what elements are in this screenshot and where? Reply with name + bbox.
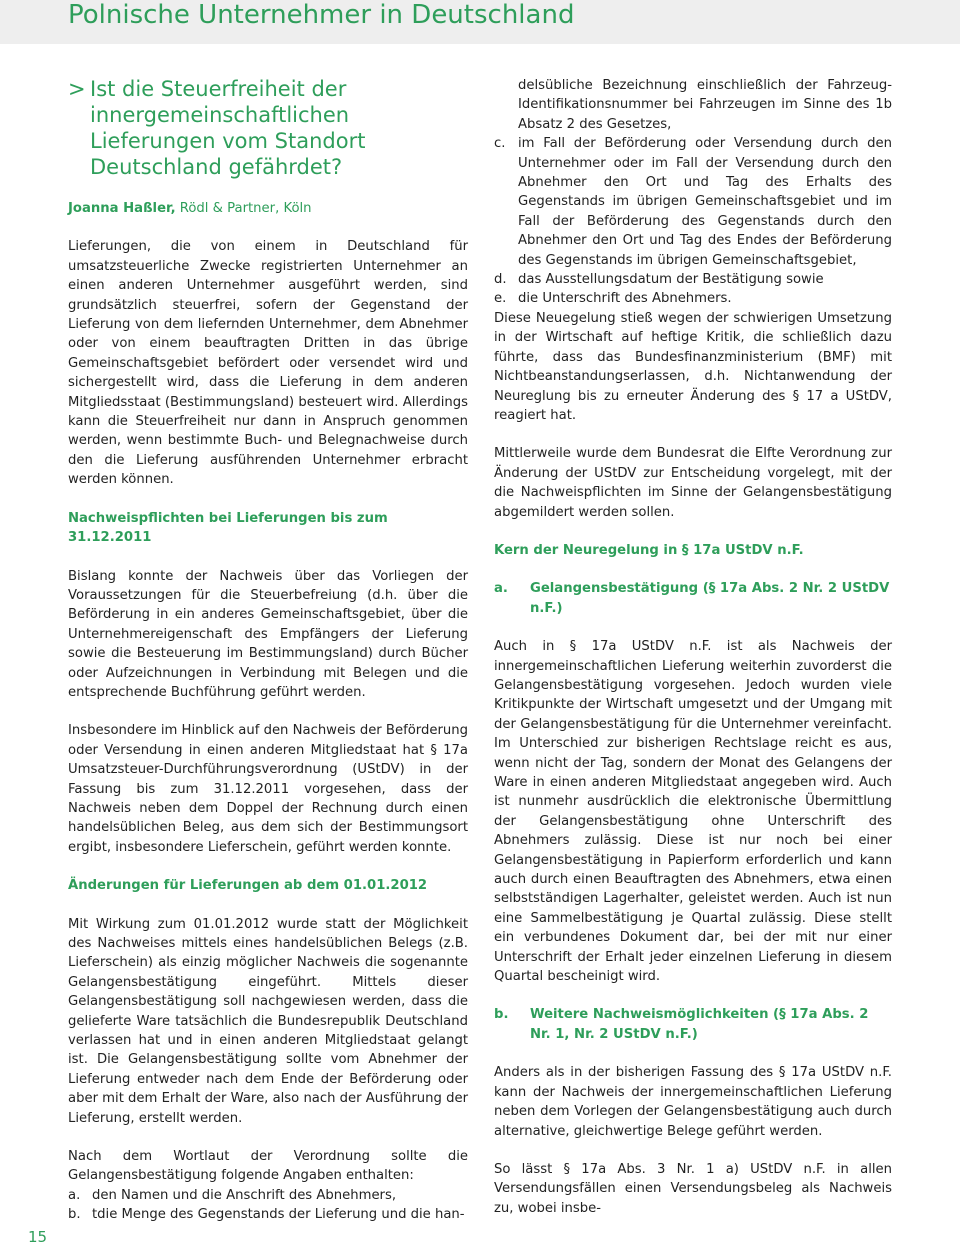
page-header (0, 0, 960, 44)
list-item-a (68, 1186, 468, 1205)
intro-paragraph: Lieferungen, die von einem in Deutschland für umsatzsteuerliche Zwecke registrierten Unternehmer an einen anderen Unternehmer ausgeführt werden, sind grundsätzlich steuerfrei, sofern der Gegenstand der Lieferung von dem liefernden Unternehmer, dem Abnehmer oder von einem beauftragten Dritten in das übrige Gemeinschaftsgebiet befördert oder versendet wird und sichergestellt wird, dass die Lieferung in dem anderen Mitgliedsstaat (Bestimmungsland) besteuert wird. Allerdings kann die Steuerfreiheit nur dann in Anspruch genommen werden, wenn bestimmte Buch- und Belegnachweise durch den die Lieferung ausführenden Unternehmer erbracht werden können. (68, 239, 468, 488)
section2-paragraph-3: Diese Neuegelung stieß wegen der schwierigen Umsetzung in der Wirtschaft auf heftige Kritik, die schließlich dazu führte, dass das Bundesfinanzministerium (BMF) mit Nichtbeanstandungserlassen, d.h. Nichtanwendung der Neureglung bis zu erneuter Änderung des § 17 a UStDV, reagiert hat. (494, 310, 892, 423)
section1-paragraph-2: Insbesondere im Hinblick auf den Nachweis der Beförderung oder Versendung in einen anderen Mitgliedstaat hat § 17a Umsatzsteuer-Durchführungsverordnung (UStDV) in der Fassung bis zum 31.12.2011 vorgesehen, dass der Nachweis neben dem Doppel der Rechnung durch einen handelsüblichen Beleg, aus dem sich der Bestimmungsort ergibt, insbesondere Lieferschein, geführt werden konnte. (68, 723, 468, 855)
list-text: den Namen und die Anschrift des Abnehmers, (92, 1187, 397, 1203)
list-text: die Unterschrift des Abnehmers. (518, 291, 732, 307)
header-title: Polnische Unternehmer in Deutschland (68, 0, 575, 30)
subsection-text: Gelangensbestätigung (§ 17a Abs. 2 Nr. 2 UStDV n.F.) (530, 581, 890, 616)
section2-paragraph-4: Mittlerweile wurde dem Bundesrat die Elfte Verordnung zur Änderung der UStDV zur Entscheidung vorgelegt, mit der die Nachweispflichten im Sinne der Gelangensbestätigung abgemildert werden sollen. (494, 446, 892, 520)
list-item-c (494, 134, 892, 270)
subsection-label: b. (494, 1007, 509, 1023)
list-item-d (494, 270, 892, 289)
list-label: a. (68, 1187, 81, 1203)
section3-paragraph-2: Anders als in der bisherigen Fassung des § 17a UStDV n.F. kann der Nachweis der innergemeinschaftlichen Lieferung neben dem Vorlegen der Gelangensbestätigung auch durch alternative, gleichwertige Belege geführt werden. (494, 1065, 892, 1139)
article-title-text: Ist die Steuerfreiheit der innergemeinschaftlichen Lieferungen vom Standort Deutschland gefährdet? (90, 77, 366, 179)
list-item-b-continuation: delsübliche Bezeichnung einschließlich der Fahrzeug-Identifikationsnummer bei Fahrzeugen im Sinne des 1b Absatz 2 des Gesetzes, (518, 78, 892, 132)
subsection-label: a. (494, 581, 508, 597)
list-text: im Fall der Beförderung oder Versendung durch den Unternehmer oder im Fall der Versendung durch den Abnehmer den Ort und Tag des Erhalts des Gegenstands im übrigen Gemeinschaftsgebiet und im Fall der Beförderung des Gegenstands durch den Abnehmer den Ort und Tag des Endes der Beförderung des Gegenstands im übrigen Gemeinschaftsgebiet, (518, 136, 892, 268)
list-text: das Ausstellungsdatum der Bestätigung sowie (518, 272, 824, 288)
section3-paragraph-1: Auch in § 17a UStDV n.F. ist als Nachweis der innergemeinschaftlichen Lieferung weiterhin zuvorderst die Gelangensbestätigung vorgesehen. Jedoch wurden viele Kritikpunkte der Wirtschaft umgesetzt und der Umgang mit der Gelangensbestätigung für die Unternehmer vereinfacht. Im Unterschied zur bisherigen Rechtslage reicht es aus, wenn nicht der Tag, sondern der Monat des Gelangens der Ware in einen anderen Mitgliedstaat angegeben wird. Auch ist nunmehr ausdrücklich die elektronische Übermittlung der Gelangensbestätigung ohne Unterschrift des Abnehmers zulässig. Diese ist nur noch bei einer Gelangensbestätigung in Papierform erforderlich und kann auch durch einen Beauftragten des Abnehmers, etwa einen selbstständigen Lagerhalter, geleistet werden. Auch ist nun eine Sammelbestätigung je Quartal zulässig. Diese stellt ein verbundenes Dokument dar, bei der mit nur einer Unterschrift der Erhalt jeder einzelnen Lieferung in diesem Quartal bescheinigt wird. (494, 639, 892, 985)
subsection-heading-a (494, 579, 892, 618)
byline (68, 199, 468, 218)
list-item-e (494, 289, 892, 308)
section-heading-3: Kern der Neuregelung in § 17a UStDV n.F. (494, 542, 804, 558)
title-marker: > (68, 77, 86, 101)
section2-paragraph-1: Mit Wirkung zum 01.01.2012 wurde statt der Möglichkeit des Nachweises mittels eines handelsüblichen Belegs (z.B. Lieferschein) als einzig möglicher Nachweis die sogenannte Gelangensbestätigung eingeführt. Mittels dieser Gelangensbestätigung soll nachgewiesen werden, dass die gelieferte Ware tatsächlich die Bundesrepublik Deutschland verlassen hat und in einen anderen Mitgliedstaat gelangt ist. Die Gelangensbestätigung sollte vom Abnehmer der Lieferung entweder nach dem Ende der Beförderung oder aber mit dem Erhalt der Ware, also nach der Ausführung der Lieferung, erstellt werden. (68, 916, 468, 1126)
left-column (68, 76, 468, 1225)
author-affiliation: Rödl & Partner, Köln (179, 201, 312, 216)
subsection-text: Weitere Nachweismöglichkeiten (§ 17a Abs. 2 Nr. 1, Nr. 2 UStDV n.F.) (530, 1007, 869, 1042)
page-number: 15 (28, 1228, 48, 1246)
list-label: c. (494, 136, 506, 152)
list-text: tdie Menge des Gegenstands der Lieferung und die han- (92, 1207, 465, 1223)
section3-paragraph-3: So lässt § 17a Abs. 3 Nr. 1 a) UStDV n.F. in allen Versendungsfällen einen Versendungsbeleg als Nachweis zu, wobei insbe- (494, 1161, 892, 1216)
article-title (68, 76, 468, 180)
subsection-heading-b (494, 1005, 892, 1044)
list-item-b (68, 1205, 468, 1224)
list-label: e. (494, 291, 507, 307)
section-heading-2: Änderungen für Lieferungen ab dem 01.01.2012 (68, 878, 428, 894)
section2-paragraph-2: Nach dem Wortlaut der Verordnung sollte die Gelangensbestätigung folgende Angaben enthalten: (68, 1149, 468, 1184)
right-column (494, 76, 892, 1218)
author-name: Joanna Haßler, (68, 201, 176, 216)
section-heading-1: Nachweispflichten bei Lieferungen bis zum 31.12.2011 (68, 510, 388, 546)
list-label: d. (494, 272, 507, 288)
section1-paragraph-1: Bislang konnte der Nachweis über das Vorliegen der Voraussetzungen für die Steuerbefreiung (d.h. über die Beförderung in ein anderes Gemeinschaftsgebiet, über die Unternehmereigenschaft des Empfängers der Lieferung sowie die Besteuerung im Bestimmungsland) durch Bücher oder Aufzeichnungen in Verbindung mit Belegen und die entsprechende Buchführung geführt werden. (68, 568, 468, 700)
list-label: b. (68, 1207, 81, 1223)
